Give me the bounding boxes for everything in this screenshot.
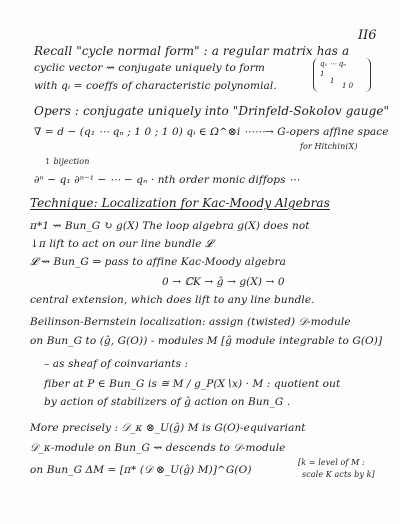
recall-line-2: cyclic vector ⇝ conjugate uniquely to form bbox=[34, 62, 265, 74]
lift-line: ↓π lift to act on our line bundle 𝓛 bbox=[30, 238, 213, 250]
delta-m-line: on Bun_G ΔM = [π* (𝒟 ⊗_U(ĝ) M)]^G(O) bbox=[30, 464, 252, 476]
bb-modules-line: on Bun_G to (ĝ, G(O)) - modules M [ĝ module integrable to G(O)] bbox=[30, 335, 383, 347]
matrix-row-3: 1 bbox=[330, 77, 335, 85]
bijection-line: ↕ bijection bbox=[44, 157, 90, 166]
stabilizers-line: by action of stabilizers of ĝ action on Bun_G . bbox=[44, 396, 291, 408]
fiber-line: fiber at P ∈ Bun_G is ≅ M / g_P(X∖x) · M : quotient out bbox=[44, 378, 341, 390]
technique-heading: Technique: Localization for Kac-Moody Algebras bbox=[30, 196, 330, 210]
matrix-row-1: q₁ ⋯ qₙ bbox=[320, 60, 347, 68]
exact-sequence-line: 0 → ℂK → ĝ → g(X) → 0 bbox=[162, 276, 285, 288]
matrix-row-4: 1 0 bbox=[342, 82, 354, 90]
matrix-row-2: 1 bbox=[320, 70, 325, 78]
affine-kac-moody-line: 𝓛 ⇝ Bun_G ⇒ pass to affine Kac-Moody algebra bbox=[30, 256, 287, 268]
descends-line: 𝒟_κ-module on Bun_G ⇝ descends to 𝒟-module bbox=[30, 442, 286, 454]
recall-line-3: with qᵢ = coeffs of characteristic polynomial. bbox=[34, 80, 277, 92]
level-note-line-1: [k = level of M : bbox=[298, 458, 365, 467]
page-number: II6 bbox=[358, 28, 377, 43]
coinvariants-line: – as sheaf of coinvariants : bbox=[44, 358, 189, 370]
companion-matrix bbox=[313, 58, 371, 92]
opers-line: Opers : conjugate uniquely into "Drinfeld-Sokolov gauge" bbox=[34, 104, 390, 118]
precisely-line: More precisely : 𝒟_κ ⊗_U(ĝ) M is G(O)-equivariant bbox=[30, 422, 306, 434]
level-note-line-2: scale K acts by k] bbox=[302, 470, 375, 479]
diffops-line: ∂ⁿ − q₁ ∂ⁿ⁻¹ − ⋯ − qₙ · nth order monic diffops ⋯ bbox=[34, 174, 300, 186]
hitchin-line: for Hitchin(X) bbox=[300, 142, 358, 151]
loop-algebra-line: π*1 ⇝ Bun_G ↻ g(X) The loop algebra g(X) does not bbox=[30, 220, 310, 232]
central-extension-line: central extension, which does lift to any line bundle. bbox=[30, 294, 315, 306]
bb-localization-line: Beilinson-Bernstein localization: assign (twisted) 𝒟-module bbox=[30, 316, 351, 328]
ds-gauge-line: ∇ = d − (q₁ ⋯ qₙ ; 1 0 ; 1 0) qᵢ ∈ Ω^⊗i ⋯⋯→ G-opers affine space bbox=[34, 126, 389, 138]
recall-line-1: Recall "cycle normal form" : a regular matrix has a bbox=[34, 44, 350, 58]
